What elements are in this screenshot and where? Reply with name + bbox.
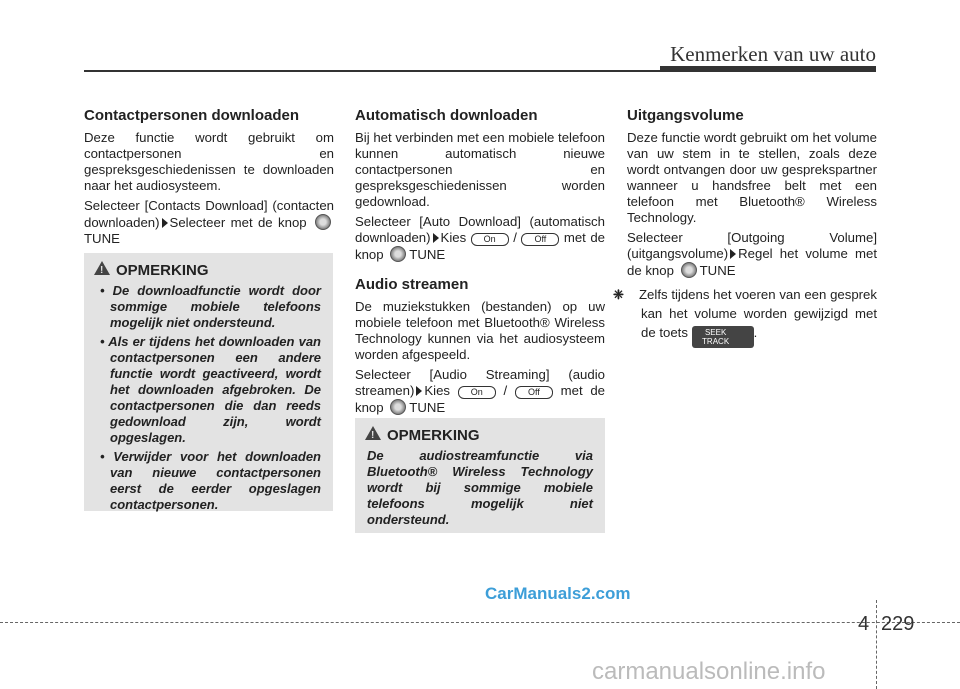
footer-rule xyxy=(0,622,960,623)
warning-icon xyxy=(365,426,381,440)
instruction-paragraph: Selecteer [Audio Streaming] (audio streamen) Kies On / Off met de knop TUNE xyxy=(355,367,606,415)
page-number: 229 xyxy=(881,613,915,635)
arrow-right-icon xyxy=(416,386,422,396)
paragraph: Deze functie wordt gebruikt om het volume van uw stem in te stellen, zoals deze wordt ontvangen door uw gesprekspartner wanneer u handsfree belt met een telefoon met Bluetooth® Wireless Technology. xyxy=(627,130,877,225)
paragraph: Deze functie wordt gebruikt om contactpersonen en gespreksgeschiedenissen te downloaden naar het audiosysteem. xyxy=(84,130,334,193)
seek-track-button-icon: SEEK TRACK xyxy=(692,326,754,348)
watermark-footer: carmanualsonline.info xyxy=(592,658,826,685)
note-text: De audiostreamfunctie via Bluetooth® Wireless Technology wordt bij sommige mobiele telefoons mogelijk niet ondersteund. xyxy=(367,448,593,527)
warning-icon xyxy=(94,261,110,275)
section-heading: Contactpersonen downloaden xyxy=(84,107,300,124)
on-button-icon: On xyxy=(471,233,509,246)
arrow-right-icon xyxy=(730,249,736,259)
list-item: • De downloadfunctie wordt door sommige mobiele telefoons mogelijk niet ondersteund. xyxy=(96,283,321,331)
on-button-icon: On xyxy=(458,386,496,399)
header-rule xyxy=(84,70,660,72)
header-bar xyxy=(660,66,876,72)
column-auto-download xyxy=(355,108,605,420)
note-box-contacts xyxy=(84,253,333,511)
note-title: ! OPMERKING xyxy=(387,428,593,444)
tune-knob-icon xyxy=(681,262,697,278)
arrow-right-icon xyxy=(162,218,168,228)
tune-knob-icon xyxy=(390,246,406,262)
section-heading: Uitgangsvolume xyxy=(627,107,744,124)
chapter-number: 4 xyxy=(858,613,870,635)
footer-divider xyxy=(876,600,877,689)
list-item: • Verwijder voor het downloaden van nieuwe contactpersonen eerst de eerder opgeslagen contactpersonen. xyxy=(96,449,321,513)
instruction-paragraph: Selecteer [Contacts Download] (contacten downloaden) Selecteer met de knop TUNE xyxy=(84,198,334,246)
note-box-streaming xyxy=(355,418,605,533)
note-title: ! OPMERKING xyxy=(116,263,321,279)
tune-knob-icon xyxy=(390,399,406,415)
instruction-paragraph: Selecteer [Auto Download] (automatisch downloaden) Kies On / Off met de knop TUNE xyxy=(355,214,606,262)
tip-paragraph: ❈ Zelfs tijdens het voeren van een gesprek kan het volume worden gewijzigd met de toets SEEK TRACK . xyxy=(613,287,877,346)
off-button-icon: Off xyxy=(515,386,553,399)
section-heading: Automatisch downloaden xyxy=(355,107,538,124)
note-list xyxy=(96,283,321,513)
star-bullet-icon: ❈ xyxy=(613,287,625,302)
running-header: Kenmerken van uw auto xyxy=(670,42,876,66)
paragraph: Bij het verbinden met een mobiele telefoon kunnen automatisch nieuwe contactpersonen en gespreksgeschiedenissen worden gedownload. xyxy=(355,130,605,209)
tune-knob-icon xyxy=(315,214,331,230)
off-button-icon: Off xyxy=(521,233,559,246)
arrow-right-icon xyxy=(433,233,439,243)
watermark-link[interactable]: CarManuals2.com xyxy=(485,584,631,603)
instruction-paragraph: Selecteer [Outgoing Volume] (uitgangsvolume) Regel het volume met de knop TUNE xyxy=(627,230,877,278)
section-heading: Audio streamen xyxy=(355,276,469,293)
paragraph: De muziekstukken (bestanden) op uw mobiele telefoon met Bluetooth® Wireless Technology kunnen via het audiosysteem worden afgespeeld. xyxy=(355,299,605,362)
column-outgoing-volume xyxy=(613,107,877,352)
column-contacts-download xyxy=(84,108,334,251)
list-item: • Als er tijdens het downloaden van contactpersonen een andere functie wordt geactiveerd, wordt het downloaden afgebroken. De contactpersonen die dan reeds gedownload zijn, wordt opgeslagen. xyxy=(96,334,321,446)
